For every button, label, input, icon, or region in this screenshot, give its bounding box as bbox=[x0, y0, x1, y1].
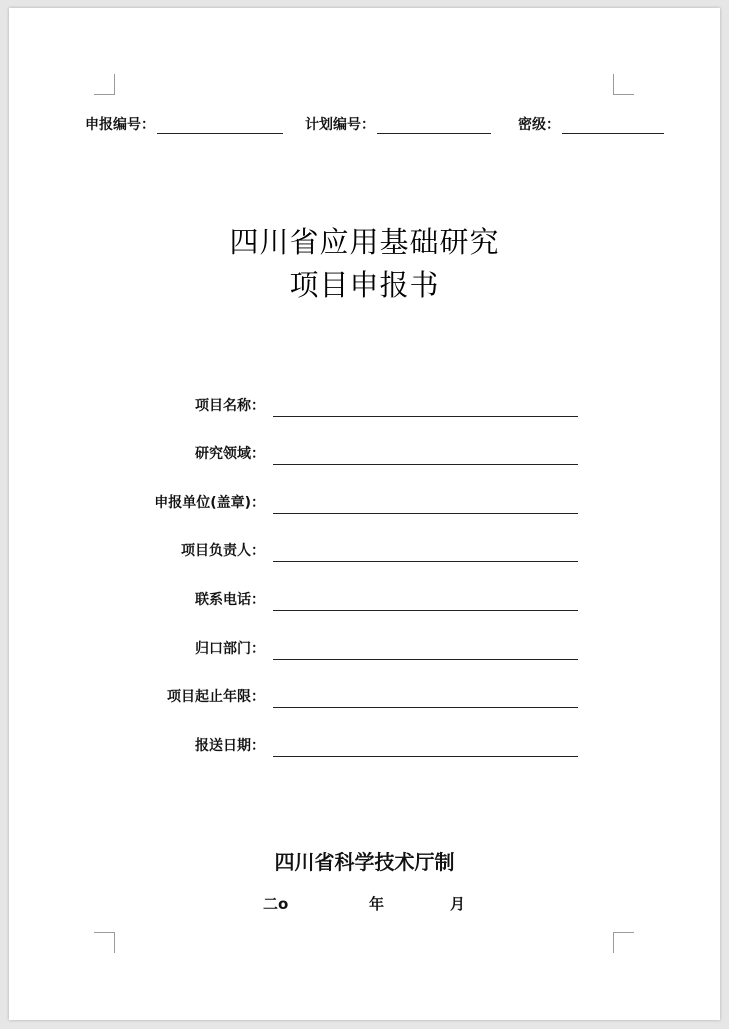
form-blank-research-field[interactable] bbox=[273, 444, 578, 465]
corner-mark-top-left bbox=[94, 74, 115, 95]
year-label: 年 bbox=[369, 895, 385, 913]
document-page bbox=[9, 8, 720, 1020]
form-blank-submission-date[interactable] bbox=[273, 736, 578, 757]
form-label: 联系电话： bbox=[195, 592, 265, 608]
form-blank-project-period[interactable] bbox=[273, 687, 578, 708]
form-label: 项目名称： bbox=[195, 398, 265, 414]
form-label: 项目负责人： bbox=[181, 543, 265, 559]
application-number-field bbox=[85, 114, 283, 134]
date-prefix: 二o bbox=[263, 895, 289, 913]
issuer-name: 四川省科学技术厅制 bbox=[274, 850, 455, 874]
plan-number-label: 计划编号： bbox=[305, 117, 375, 133]
document-title-line2: 项目申报书 bbox=[289, 268, 440, 302]
form-blank-department[interactable] bbox=[273, 639, 578, 660]
form-row-project-leader bbox=[9, 538, 720, 562]
corner-mark-bottom-right bbox=[613, 932, 634, 953]
form-label: 研究领域： bbox=[195, 446, 265, 462]
document-title-line1: 四川省应用基础研究 bbox=[229, 225, 500, 259]
form-blank-applicant-unit[interactable] bbox=[273, 493, 578, 514]
application-number-blank[interactable] bbox=[157, 117, 283, 134]
form-row-applicant-unit bbox=[9, 490, 720, 514]
form-label: 归口部门： bbox=[195, 641, 265, 657]
application-number-label: 申报编号： bbox=[85, 117, 155, 133]
form-blank-project-leader[interactable] bbox=[273, 541, 578, 562]
form-row-department bbox=[9, 636, 720, 660]
form-label: 报送日期： bbox=[195, 738, 265, 754]
form-row-research-field bbox=[9, 441, 720, 465]
corner-mark-bottom-left bbox=[94, 932, 115, 953]
form-blank-phone[interactable] bbox=[273, 590, 578, 611]
form-row-phone bbox=[9, 587, 720, 611]
form-label: 项目起止年限： bbox=[167, 689, 265, 705]
form-blank-project-name[interactable] bbox=[273, 396, 578, 417]
form-row-submission-date bbox=[9, 733, 720, 757]
form-row-project-name bbox=[9, 393, 720, 417]
secret-level-label: 密级： bbox=[518, 117, 560, 133]
form-row-project-period bbox=[9, 684, 720, 708]
corner-mark-top-right bbox=[613, 74, 634, 95]
secret-level-blank[interactable] bbox=[562, 117, 664, 134]
plan-number-field bbox=[305, 114, 491, 134]
form-label: 申报单位(盖章)： bbox=[154, 495, 265, 511]
secret-level-field bbox=[518, 114, 664, 134]
plan-number-blank[interactable] bbox=[377, 117, 491, 134]
month-label: 月 bbox=[450, 895, 466, 913]
